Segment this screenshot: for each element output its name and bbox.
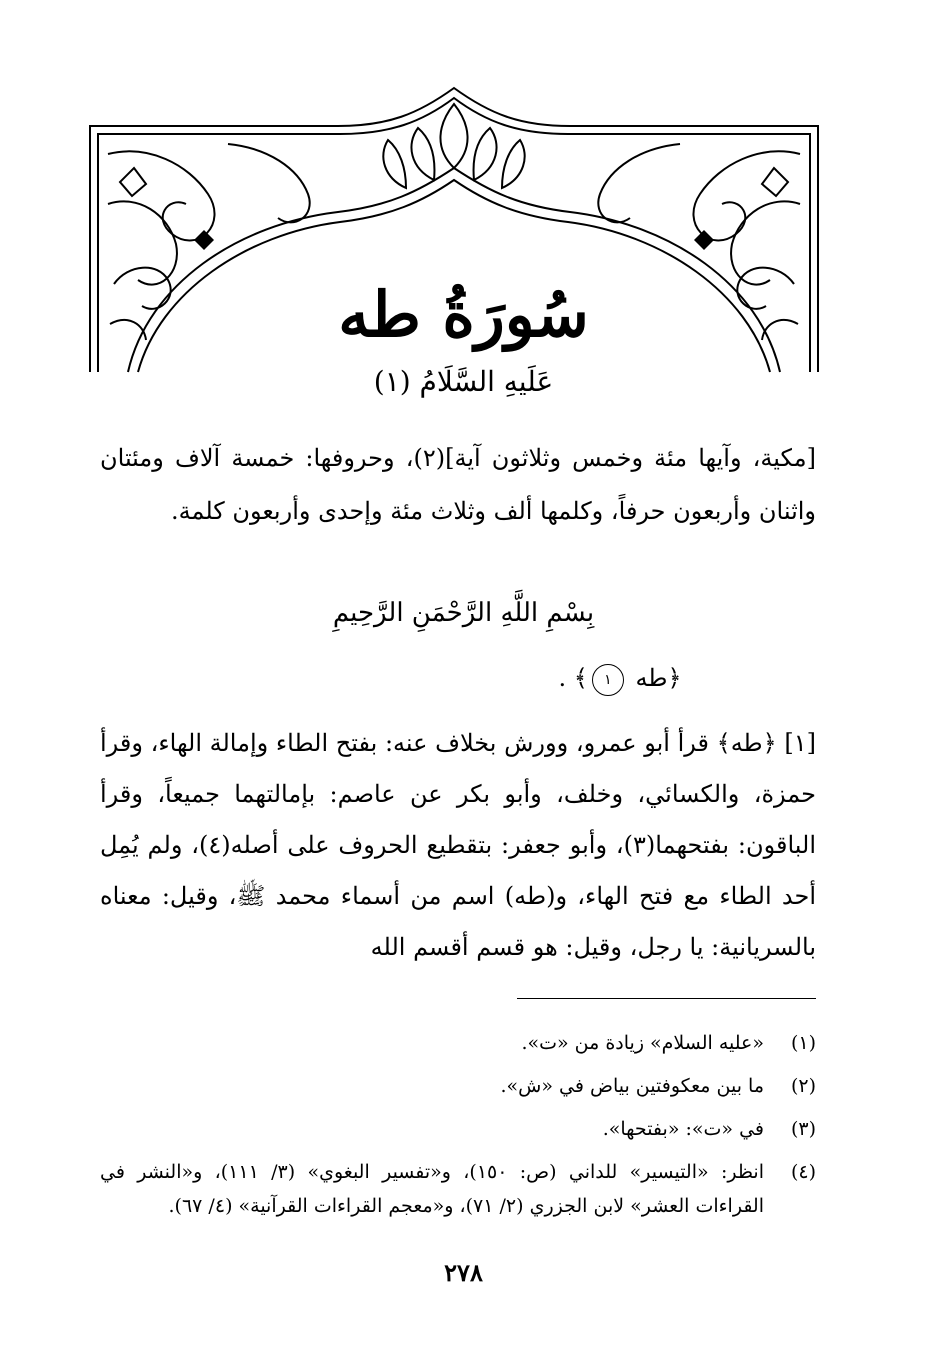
footnote-number: (٤) [790, 1161, 816, 1183]
footnote-text: في «ت»: «بفتحها». [602, 1118, 764, 1140]
verse-open-bracket: ﴿ [667, 664, 682, 692]
commentary-paragraph: [١] ﴿طه﴾ قرأ أبو عمرو، وورش بخلاف عنه: بفتح الطاء وإمالة الهاء، وقرأ حمزة، والكسائي، وخلف، وأبو بكر عن عاصم: بإمالتهما جميعاً، وقرأ الباقون: بفتحهما(٣)، وأبو جعفر: بتقطيع الحروف على أصله(٤)، ولم يُمِل أحد الطاء مع فتح الهاء، و(طه) اسم من أسماء محمد ﷺ، وقيل: معناه بالسريانية: يا رجل، وقيل: هو قسم أقسم الله [100, 729, 817, 961]
verse-end-mark: . [558, 664, 567, 692]
footnote-number: (٣) [790, 1118, 816, 1140]
verse-line [420, 655, 820, 701]
footnote-item [100, 1151, 816, 1223]
surah-subtitle: عَلَيهِ السَّلَامُ (١) [373, 365, 554, 398]
footnote-number: (١) [790, 1032, 816, 1054]
commentary-text [100, 718, 816, 973]
verse-text: طه [635, 664, 668, 692]
page-number: ٢٧٨ [444, 1258, 483, 1287]
footnote-number: (٢) [790, 1075, 816, 1097]
surah-title: سُورَةُ طه [338, 278, 589, 351]
footnotes [100, 1022, 816, 1223]
surah-introduction: [مكية، وآيها مئة وخمس وثلاثون آية](٢)، وحروفها: خمسة آلاف ومئتان واثنان وأربعون حرفاً، وكلمها ألف وثلاث مئة وإحدى وأربعون كلمة. [100, 444, 816, 525]
footnote-item [100, 1108, 816, 1151]
footnote-item [100, 1022, 816, 1065]
footnote-item [100, 1065, 816, 1108]
footnote-text: ما بين معكوفتين بياض في «ش». [500, 1075, 764, 1097]
verse-number-marker: ١ [592, 664, 624, 696]
verse-close-bracket: ﴾ [573, 664, 588, 692]
basmala: بِسْمِ اللَّهِ الرَّحْمَنِ الرَّحِيمِ [332, 598, 595, 628]
footnote-text: «عليه السلام» زيادة من «ت». [521, 1032, 764, 1054]
footnote-text: انظر: «التيسير» للداني (ص: ١٥٠)، و«تفسير البغوي» (٣/ ١١١)، و«النشر في القراءات العشر» لابن الجزري (٢/ ٧١)، و«معجم القراءات القرآنية» (٤/ ٦٧). [100, 1161, 764, 1217]
footnote-divider [517, 998, 816, 999]
